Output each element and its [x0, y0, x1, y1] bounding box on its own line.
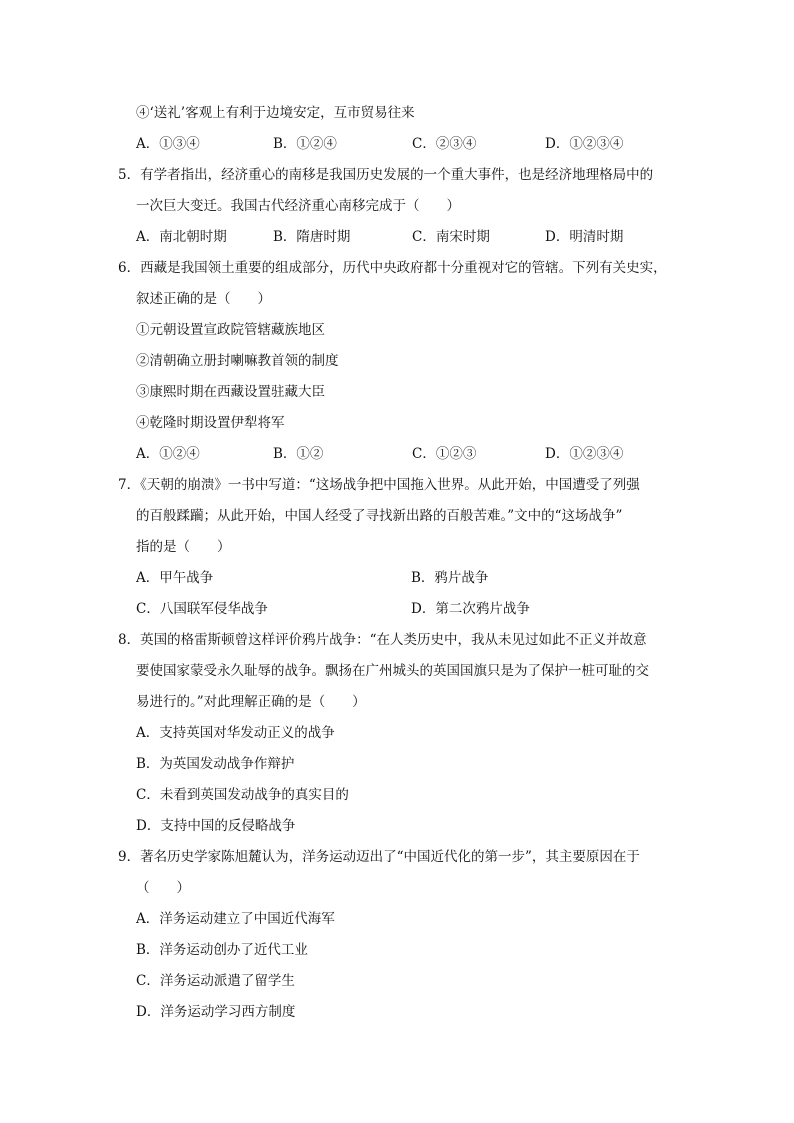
q9-stem-line-1: 9．著名历史学家陈旭麓认为，洋务运动迈出了“中国近代化的第一步”，其主要原因在于	[118, 849, 640, 865]
q8-option-b: B．为英国发动战争作辩护	[136, 756, 295, 772]
q6-statement-2: ②清朝确立册封喇嘛教首领的制度	[136, 353, 339, 369]
q8-stem-line-3: 易进行的。”对此理解正确的是（ ）	[136, 694, 366, 710]
q7-option-b: B．鸦片战争	[411, 570, 489, 586]
q6-option-d: D．①②③④	[545, 446, 624, 462]
q9-option-d: D．洋务运动学习西方制度	[136, 1004, 296, 1020]
q5-option-d: D．明清时期	[545, 229, 624, 245]
q8-stem-line-1: 8．英国的格雷斯顿曾这样评价鸦片战争：“在人类历史中，我从未见过如此不正义并故意	[118, 632, 647, 648]
q7-stem-line-2: 的百般蹂躏；从此开始，中国人经受了寻找新出路的百般苦难。”文中的“这场战争”	[136, 508, 623, 524]
q8-option-d: D．支持中国的反侵略战争	[136, 818, 296, 834]
q9-option-b: B．洋务运动创办了近代工业	[136, 942, 308, 958]
q6-option-b: B．①②	[273, 446, 324, 462]
q6-option-a: A．①②④	[136, 446, 200, 462]
q7-stem-line-1: 7．《天朝的崩溃》一书中写道：“这场战争把中国拖入世界。从此开始，中国遭受了列强	[118, 477, 640, 493]
q6-option-c: C．①②③	[412, 446, 477, 462]
q9-option-a: A．洋务运动建立了中国近代海军	[136, 911, 335, 927]
q8-option-a: A．支持英国对华发动正义的战争	[136, 725, 335, 741]
q7-option-c: C．八国联军侵华战争	[136, 601, 268, 617]
q4-option-b: B．①②④	[273, 136, 337, 152]
q5-option-a: A．南北朝时期	[136, 229, 227, 245]
q7-option-d: D．第二次鸦片战争	[411, 601, 530, 617]
q6-stem-line-2: 叙述正确的是（ ）	[136, 291, 271, 307]
q5-option-c: C．南宋时期	[412, 229, 490, 245]
q5-stem-line-1: 5．有学者指出，经济重心的南移是我国历史发展的一个重大事件，也是经济地理格局中的	[118, 167, 654, 183]
q7-stem-line-3: 指的是（ ）	[136, 539, 231, 555]
q8-stem-line-2: 要使国家蒙受永久耻辱的战争。飘扬在广州城头的英国国旗只是为了保护一桩可耻的交	[136, 663, 649, 679]
q6-stem-line-1: 6．西藏是我国领土重要的组成部分，历代中央政府都十分重视对它的管辖。下列有关史实，	[118, 260, 667, 276]
q7-option-a: A．甲午战争	[136, 570, 214, 586]
q8-option-c: C．未看到英国发动战争的真实目的	[136, 787, 349, 803]
q6-statement-1: ①元朝设置宣政院管辖藏族地区	[136, 322, 325, 338]
q6-statement-3: ③康熙时期在西藏设置驻藏大臣	[136, 384, 325, 400]
q9-option-c: C．洋务运动派遣了留学生	[136, 973, 295, 989]
q4-option-a: A．①③④	[136, 136, 200, 152]
q4-option-c: C．②③④	[412, 136, 477, 152]
q4-statement-4: ④‘送礼’客观上有利于边境安定，互市贸易往来	[136, 105, 415, 121]
q5-stem-line-2: 一次巨大变迁。我国古代经济重心南移完成于（ ）	[136, 198, 460, 214]
q5-option-b: B．隋唐时期	[273, 229, 351, 245]
q6-statement-4: ④乾隆时期设置伊犁将军	[136, 415, 285, 431]
q4-option-d: D．①②③④	[545, 136, 624, 152]
q9-stem-line-2: （ ）	[136, 880, 190, 896]
